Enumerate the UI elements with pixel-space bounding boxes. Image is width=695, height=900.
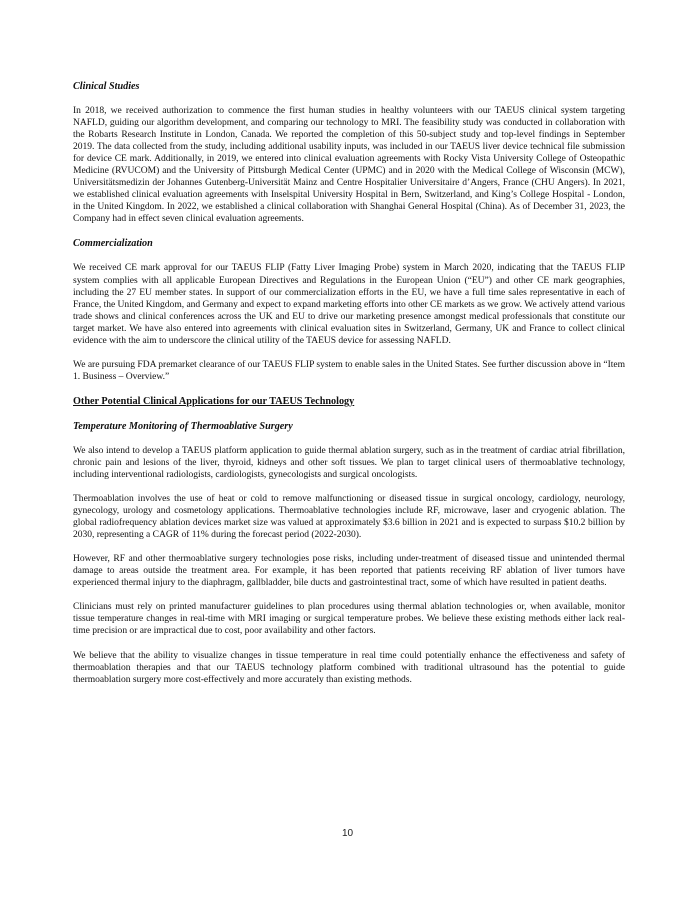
document-page [73, 80, 625, 698]
paragraph-commercialization-2: We are pursuing FDA premarket clearance of our TAEUS FLIP system to enable sales in the United States. See further discussion above in “Item 1. Business – Overview.” [73, 358, 625, 382]
paragraph-temperature-2: Thermoablation involves the use of heat or cold to remove malfunctioning or diseased tissue in surgical oncology, cardiology, neurology, gynecology, urology and cosmetology applications. Thermoablative technologies include RF, microwave, laser and cryogenic ablation. The global radiofrequency ablation devices market size was valued at approximately $3.6 billion in 2021 and is expected to surpass $10.2 billion by 2030, representing a CAGR of 11% during the forecast period (2022-2030). [73, 493, 625, 541]
section-heading-other-applications: Other Potential Clinical Applications for our TAEUS Technology [73, 395, 355, 407]
paragraph-temperature-5: We believe that the ability to visualize changes in tissue temperature in real time could potentially enhance the effectiveness and safety of thermoablation therapies and that our TAEUS technology platform combined with traditional ultrasound has the potential to guide thermoablation surgery more cost-effectively and more accurately than existing methods. [73, 649, 625, 685]
section-heading-temperature-monitoring: Temperature Monitoring of Thermoablative Surgery [73, 420, 293, 432]
page-number: 10 [341, 828, 354, 839]
paragraph-commercialization-1: We received CE mark approval for our TAEUS FLIP (Fatty Liver Imaging Probe) system in March 2020, indicating that the TAEUS FLIP system complies with all applicable European Directives and Regulations in the European Union (“EU”) and other CE mark geographies, including the 27 EU member states. In support of our commercialization efforts in the EU, we have a full time sales representative in each of France, the United Kingdom, and Germany and expect to expand marketing efforts into other CE markets as we grow. We actively attend various trade shows and clinical conferences across the UK and EU to drive our marketing presence amongst medical professionals that constitute our target market. We have also entered into agreements with clinical evaluation sites in Switzerland, Germany, UK and France to collect clinical evidence with the aim to underscore the clinical utility of the TAEUS device for assessing NAFLD. [73, 262, 625, 346]
paragraph-temperature-1: We also intend to develop a TAEUS platform application to guide thermal ablation surgery, such as in the treatment of cardiac atrial fibrillation, chronic pain and lesions of the liver, thyroid, kidneys and other soft tissues. We plan to target clinical users of thermoablative technology, including interventional radiologists, cardiologists, gynecologists and surgical oncologists. [73, 444, 625, 480]
paragraph-clinical-studies: In 2018, we received authorization to commence the first human studies in healthy volunteers with our TAEUS clinical system targeting NAFLD, guiding our algorithm development, and comparing our technology to MRI. The feasibility study was conducted in collaboration with the Robarts Research Institute in London, Canada. We reported the completion of this 50-subject study and top-level findings in September 2019. The data collected from the study, including additional usability inputs, was included in our TAEUS liver device technical file submission for device CE mark. Additionally, in 2019, we entered into clinical evaluation agreements with Rocky Vista University College of Osteopathic Medicine (RVUCOM) and the University of Pittsburgh Medical Center (UPMC) and in 2020 with the Medical College of Wisconsin (MCW), Universitätsmedizin der Johannes Gutenberg-Universität Mainz and Centre Hospitalier Universitaire d’Angers, France (CHU Angers). In 2021, we established clinical evaluation agreements with Inselspital University Hospital in Bern, Switzerland, and King’s College Hospital - London, in the United Kingdom. In 2022, we established a clinical collaboration with Shanghai General Hospital (China). As of December 31, 2023, the Company had in effect seven clinical evaluation agreements. [73, 105, 625, 225]
section-heading-commercialization: Commercialization [73, 238, 153, 250]
section-heading-clinical-studies: Clinical Studies [73, 81, 140, 92]
paragraph-temperature-3: However, RF and other thermoablative surgery technologies pose risks, including under-treatment of diseased tissue and unintended thermal damage to areas outside the treatment area. For example, it has been reported that patients receiving RF ablation of liver tumors have experienced thermal injury to the diaphragm, gallbladder, bile ducts and gastrointestinal tract, some of which have resulted in patient deaths. [73, 553, 625, 589]
paragraph-temperature-4: Clinicians must rely on printed manufacturer guidelines to plan procedures using thermal ablation technologies or, when available, monitor tissue temperature changes in real-time with MRI imaging or surgical temperature probes. We believe these existing methods either lack real-time precision or are impractical due to cost, poor availability and other factors. [73, 601, 625, 637]
